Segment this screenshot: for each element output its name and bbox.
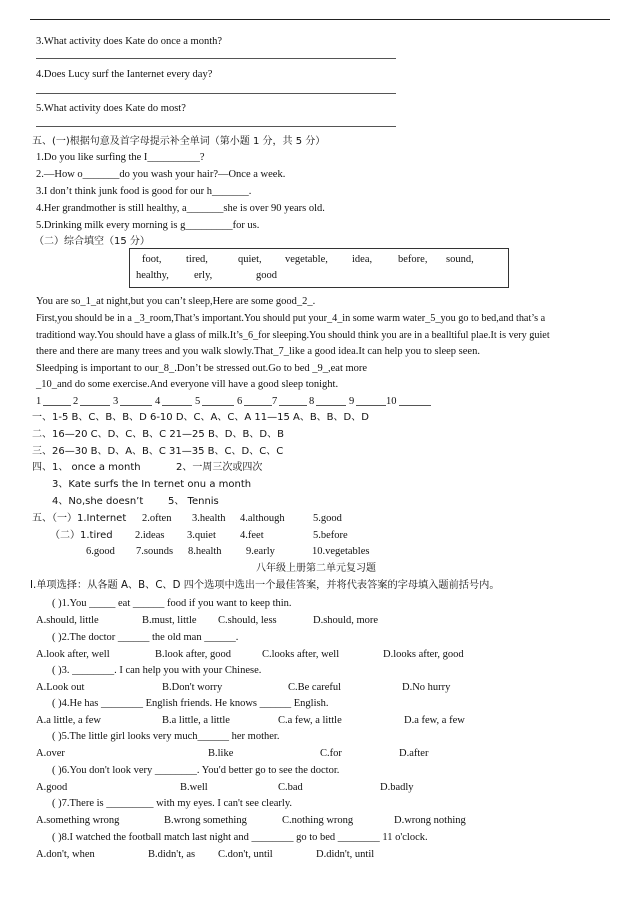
mc-option: B.look after, good [155, 649, 231, 660]
reading-question-4: 4.Does Lucy surf the Ianternet every day? [36, 69, 213, 80]
answer-key-1: 一、1-5 B、C、B、B、D 6-10 D、C、A、C、A 11—15 A、B、B、D、D [32, 412, 369, 423]
answer-key-5: 5.good [313, 513, 342, 524]
passage-line: traditiond way.You should have a glass of milk.It’s_6_for sleeping.You should think you are in a bealltiful plae.It is very guiet [36, 330, 550, 341]
answer-key-5: 6.good [86, 546, 115, 557]
blank-9: 9 [349, 396, 355, 407]
answer-key-2: 二、16—20 C、D、C、B、C 21—25 B、D、B、D、B [32, 429, 284, 440]
mc-option: A.Look out [36, 682, 85, 693]
blank-line [80, 405, 110, 406]
answer-key-5: 10.vegetables [312, 546, 370, 557]
mc-option: D.looks after, good [383, 649, 464, 660]
answer-key-4b: 2、一周三次或四次 [176, 462, 263, 473]
blank-8: 8 [309, 396, 315, 407]
blank-10: 10 [386, 396, 397, 407]
mc-option: A.good [36, 782, 68, 793]
mc-option: A.over [36, 748, 65, 759]
mc-option: D.badly [380, 782, 414, 793]
mc-option: A.a little, a few [36, 715, 102, 726]
mc-option: B.wrong something [164, 815, 247, 826]
passage-line: _10_and do some exercise.And everyone vill have a good sleep tonight. [36, 379, 339, 390]
fill-item: 5.Drinking milk every morning is g_________for us. [36, 220, 260, 231]
mc-option: C.Be careful [288, 682, 342, 693]
mc-question: ( )6.You don't look very ________. You'd better go to see the doctor. [52, 765, 340, 776]
mc-option: D.a few, a few [404, 715, 465, 726]
answer-line [36, 93, 396, 94]
mc-option: D.wrong nothing [394, 815, 466, 826]
blank-line [162, 405, 192, 406]
blank-line [120, 405, 152, 406]
word-box-word: good [256, 270, 277, 281]
mc-option: B.didn't, as [148, 849, 196, 860]
mc-option: A.should, little [36, 615, 99, 626]
answer-key-5: 7.sounds [136, 546, 174, 557]
blank-line [202, 405, 234, 406]
mc-option: A.don't, when [36, 849, 95, 860]
answer-key-4d: 4、No,she doesn’t [52, 496, 144, 507]
word-box-word: idea, [352, 254, 373, 265]
blank-line [316, 405, 346, 406]
answer-key-4e: 5、 Tennis [168, 496, 219, 507]
blank-line [244, 405, 272, 406]
mc-option: A.look after, well [36, 649, 110, 660]
mc-option: C.nothing wrong [282, 815, 354, 826]
mc-heading: Ⅰ.单项选择：从各题 A、B、C、D 四个选项中选出一个最佳答案，并将代表答案的字母填入题前括号内。 [30, 580, 500, 591]
fill-item: 4.Her grandmother is still healthy, a_______she is over 90 years old. [36, 203, 325, 214]
word-box-word: before, [398, 254, 428, 265]
mc-question: ( )7.There is _________ with my eyes. I can't see clearly. [52, 798, 293, 809]
answer-key-5: 5.before [313, 530, 348, 541]
mc-question: ( )4.He has ________ English friends. He knows ______ English. [52, 698, 329, 709]
answer-key-5: 4.although [240, 513, 285, 524]
mc-question: ( )5.The little girl looks very much______ her mother. [52, 731, 280, 742]
mc-question: ( )8.I watched the football match last night and ________ go to bed ________ 11 o'clock. [52, 832, 428, 843]
answer-key-4c: 3、Kate surfs the In ternet onu a month [52, 479, 252, 490]
cloze-heading: （二）综合填空（15 分） [34, 236, 150, 247]
word-box [129, 248, 509, 288]
blank-4: 4 [155, 396, 161, 407]
section5-heading: 五、(一)根据句意及首字母提示补全单词（第小题 1 分，共 5 分） [32, 136, 326, 147]
word-box-word: healthy, [136, 270, 169, 281]
passage-line: there and there are many trees and you walk slowly.That_7_like a good idea.It can help you to sleep seen. [36, 346, 480, 357]
mc-question: ( )1.You _____ eat ______ food if you want to keep thin. [52, 598, 292, 609]
word-box-word: sound, [446, 254, 474, 265]
answer-key-5: 4.feet [240, 530, 264, 541]
blank-line [279, 405, 307, 406]
mc-option: C.bad [278, 782, 303, 793]
blank-line [356, 405, 386, 406]
mc-option: D.didn't, until [316, 849, 375, 860]
mc-option: C.should, less [218, 615, 277, 626]
answer-line [36, 58, 396, 59]
blank-line [43, 405, 71, 406]
answer-key-5: 五、（一）1.Internet [32, 513, 127, 524]
mc-option: D.No hurry [402, 682, 451, 693]
mc-option: C.don't, until [218, 849, 273, 860]
answer-key-5: 9.early [246, 546, 275, 557]
word-box-word: erly, [194, 270, 213, 281]
word-box-word: foot, [142, 254, 162, 265]
unit-title: 八年级上册第二单元复习题 [256, 563, 376, 574]
mc-option: B.must, little [142, 615, 197, 626]
blank-6: 6 [237, 396, 243, 407]
blank-7: 7 [272, 396, 278, 407]
mc-option: B.a little, a little [162, 715, 230, 726]
word-box-word: vegetable, [285, 254, 328, 265]
answer-key-5: （二）1.tired [50, 530, 113, 541]
mc-option: B.well [180, 782, 208, 793]
mc-option: C.looks after, well [262, 649, 340, 660]
word-box-word: quiet, [238, 254, 262, 265]
passage-line: First,you should be in a _3_room,That’s important.You should put your_4_in some warm water_5_you go to bed,and that’s a [36, 313, 546, 324]
fill-item: 2.—How o_______do you wash your hair?—Once a week. [36, 169, 286, 180]
blank-1: 1 [36, 396, 42, 407]
mc-option: C.for [320, 748, 342, 759]
blank-2: 2 [73, 396, 79, 407]
mc-question: ( )3. ________. I can help you with your Chinese. [52, 665, 262, 676]
mc-option: D.should, more [313, 615, 379, 626]
fill-item: 1.Do you like surfing the I__________? [36, 152, 205, 163]
answer-key-5: 3.quiet [187, 530, 216, 541]
mc-option: B.like [208, 748, 234, 759]
answer-key-3: 三、26—30 B、D、A、B、C 31—35 B、C、D、C、C [32, 446, 284, 457]
reading-question-5: 5.What activity does Kate do most? [36, 103, 186, 114]
answer-key-5: 2.often [142, 513, 172, 524]
blank-3: 3 [113, 396, 119, 407]
answer-key-5: 2.ideas [135, 530, 165, 541]
word-box-word: tired, [186, 254, 208, 265]
blank-line [399, 405, 431, 406]
passage-line: Sleedping is important to our_8_.Don’t be stressed out.Go to bed _9_,eat more [36, 363, 368, 374]
answer-line [36, 126, 396, 127]
mc-option: B.Don't worry [162, 682, 223, 693]
mc-question: ( )2.The doctor ______ the old man ______. [52, 632, 239, 643]
mc-option: A.something wrong [36, 815, 120, 826]
passage-line: You are so_1_at night,but you can’t sleep,Here are some good_2_. [36, 296, 316, 307]
mc-option: D.after [399, 748, 429, 759]
top-rule [30, 19, 610, 20]
blank-5: 5 [195, 396, 201, 407]
answer-key-5: 8.health [188, 546, 222, 557]
mc-option: C.a few, a little [278, 715, 342, 726]
reading-question-3: 3.What activity does Kate do once a month? [36, 36, 223, 47]
answer-key-4a: 四、1、 once a month [32, 462, 141, 473]
fill-item: 3.I don’t think junk food is good for our h_______. [36, 186, 252, 197]
answer-key-5: 3.health [192, 513, 226, 524]
